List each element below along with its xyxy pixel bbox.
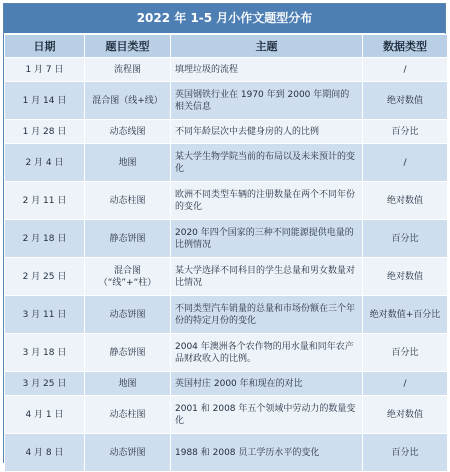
cell-data-type: 百分比 (363, 334, 448, 372)
cell-type: 动态饼图 (85, 296, 171, 334)
cell-topic: 不同年龄层次中去健身房的人的比例 (171, 120, 363, 144)
table-body (5, 58, 448, 472)
cell-date: 2 月 4 日 (5, 144, 85, 182)
cell-topic: 某大学选择不同科目的学生总量和男女数量对比情况 (171, 258, 363, 296)
cell-date: 1 月 7 日 (5, 58, 85, 82)
cell-data-type: 百分比 (363, 220, 448, 258)
cell-data-type: / (363, 144, 448, 182)
cell-type: 混合图（线+线） (85, 82, 171, 120)
header-topic: 主题 (171, 35, 363, 58)
cell-type: 静态饼图 (85, 334, 171, 372)
table-container (3, 3, 446, 463)
cell-data-type: / (363, 372, 448, 396)
cell-date: 1 月 14 日 (5, 82, 85, 120)
cell-data-type: 百分比 (363, 434, 448, 472)
table-row (5, 82, 448, 120)
cell-date: 2 月 11 日 (5, 182, 85, 220)
cell-type: 动态柱图 (85, 182, 171, 220)
cell-date: 4 月 8 日 (5, 434, 85, 472)
cell-topic: 不同类型汽车销量的总量和市场份额在三个年份的特定月份的变化 (171, 296, 363, 334)
cell-type: 动态线图 (85, 120, 171, 144)
cell-data-type: 绝对数值 (363, 182, 448, 220)
cell-topic: 某大学生物学院当前的布局以及未来预计的变化 (171, 144, 363, 182)
cell-topic: 英国钢铁行业在 1970 年到 2000 年期间的相关信息 (171, 82, 363, 120)
cell-data-type: 绝对数值 (363, 82, 448, 120)
cell-type: 地图 (85, 372, 171, 396)
header-type: 题目类型 (85, 35, 171, 58)
header-row (5, 35, 448, 58)
cell-date: 2 月 25 日 (5, 258, 85, 296)
header-data-type: 数据类型 (363, 35, 448, 58)
cell-data-type: 绝对数值 (363, 396, 448, 434)
distribution-table (4, 34, 448, 472)
table-row (5, 220, 448, 258)
table-title: 2022 年 1-5 月小作文题型分布 (4, 4, 445, 34)
table-row (5, 144, 448, 182)
cell-data-type: 百分比 (363, 120, 448, 144)
table-row (5, 372, 448, 396)
table-row (5, 58, 448, 82)
table-row (5, 396, 448, 434)
cell-topic: 填埋垃圾的流程 (171, 58, 363, 82)
cell-type: 流程图 (85, 58, 171, 82)
cell-topic: 英国村庄 2000 年和现在的对比 (171, 372, 363, 396)
header-date: 日期 (5, 35, 85, 58)
table-row (5, 334, 448, 372)
cell-date: 3 月 18 日 (5, 334, 85, 372)
cell-data-type: 绝对数值+百分比 (363, 296, 448, 334)
table-row (5, 434, 448, 472)
cell-topic: 欧洲不同类型车辆的注册数量在两个不同年份的变化 (171, 182, 363, 220)
table-row (5, 258, 448, 296)
cell-date: 1 月 28 日 (5, 120, 85, 144)
cell-data-type: / (363, 58, 448, 82)
table-row (5, 120, 448, 144)
cell-date: 4 月 1 日 (5, 396, 85, 434)
cell-topic: 2020 年四个国家的三种不同能源提供电量的比例情况 (171, 220, 363, 258)
cell-topic: 2004 年澳洲各个农作物的用水量和同年农产品财政收入的比例。 (171, 334, 363, 372)
cell-type: 混合图（“线”+“柱） (85, 258, 171, 296)
cell-type: 静态饼图 (85, 220, 171, 258)
cell-type: 地图 (85, 144, 171, 182)
cell-type: 动态柱图 (85, 396, 171, 434)
cell-date: 2 月 18 日 (5, 220, 85, 258)
cell-type: 动态饼图 (85, 434, 171, 472)
cell-topic: 2001 和 2008 年五个领域中劳动力的数量变化 (171, 396, 363, 434)
cell-date: 3 月 11 日 (5, 296, 85, 334)
cell-topic: 1988 和 2008 员工学历水平的变化 (171, 434, 363, 472)
table-row (5, 182, 448, 220)
cell-data-type: 绝对数值 (363, 258, 448, 296)
table-row (5, 296, 448, 334)
cell-date: 3 月 25 日 (5, 372, 85, 396)
